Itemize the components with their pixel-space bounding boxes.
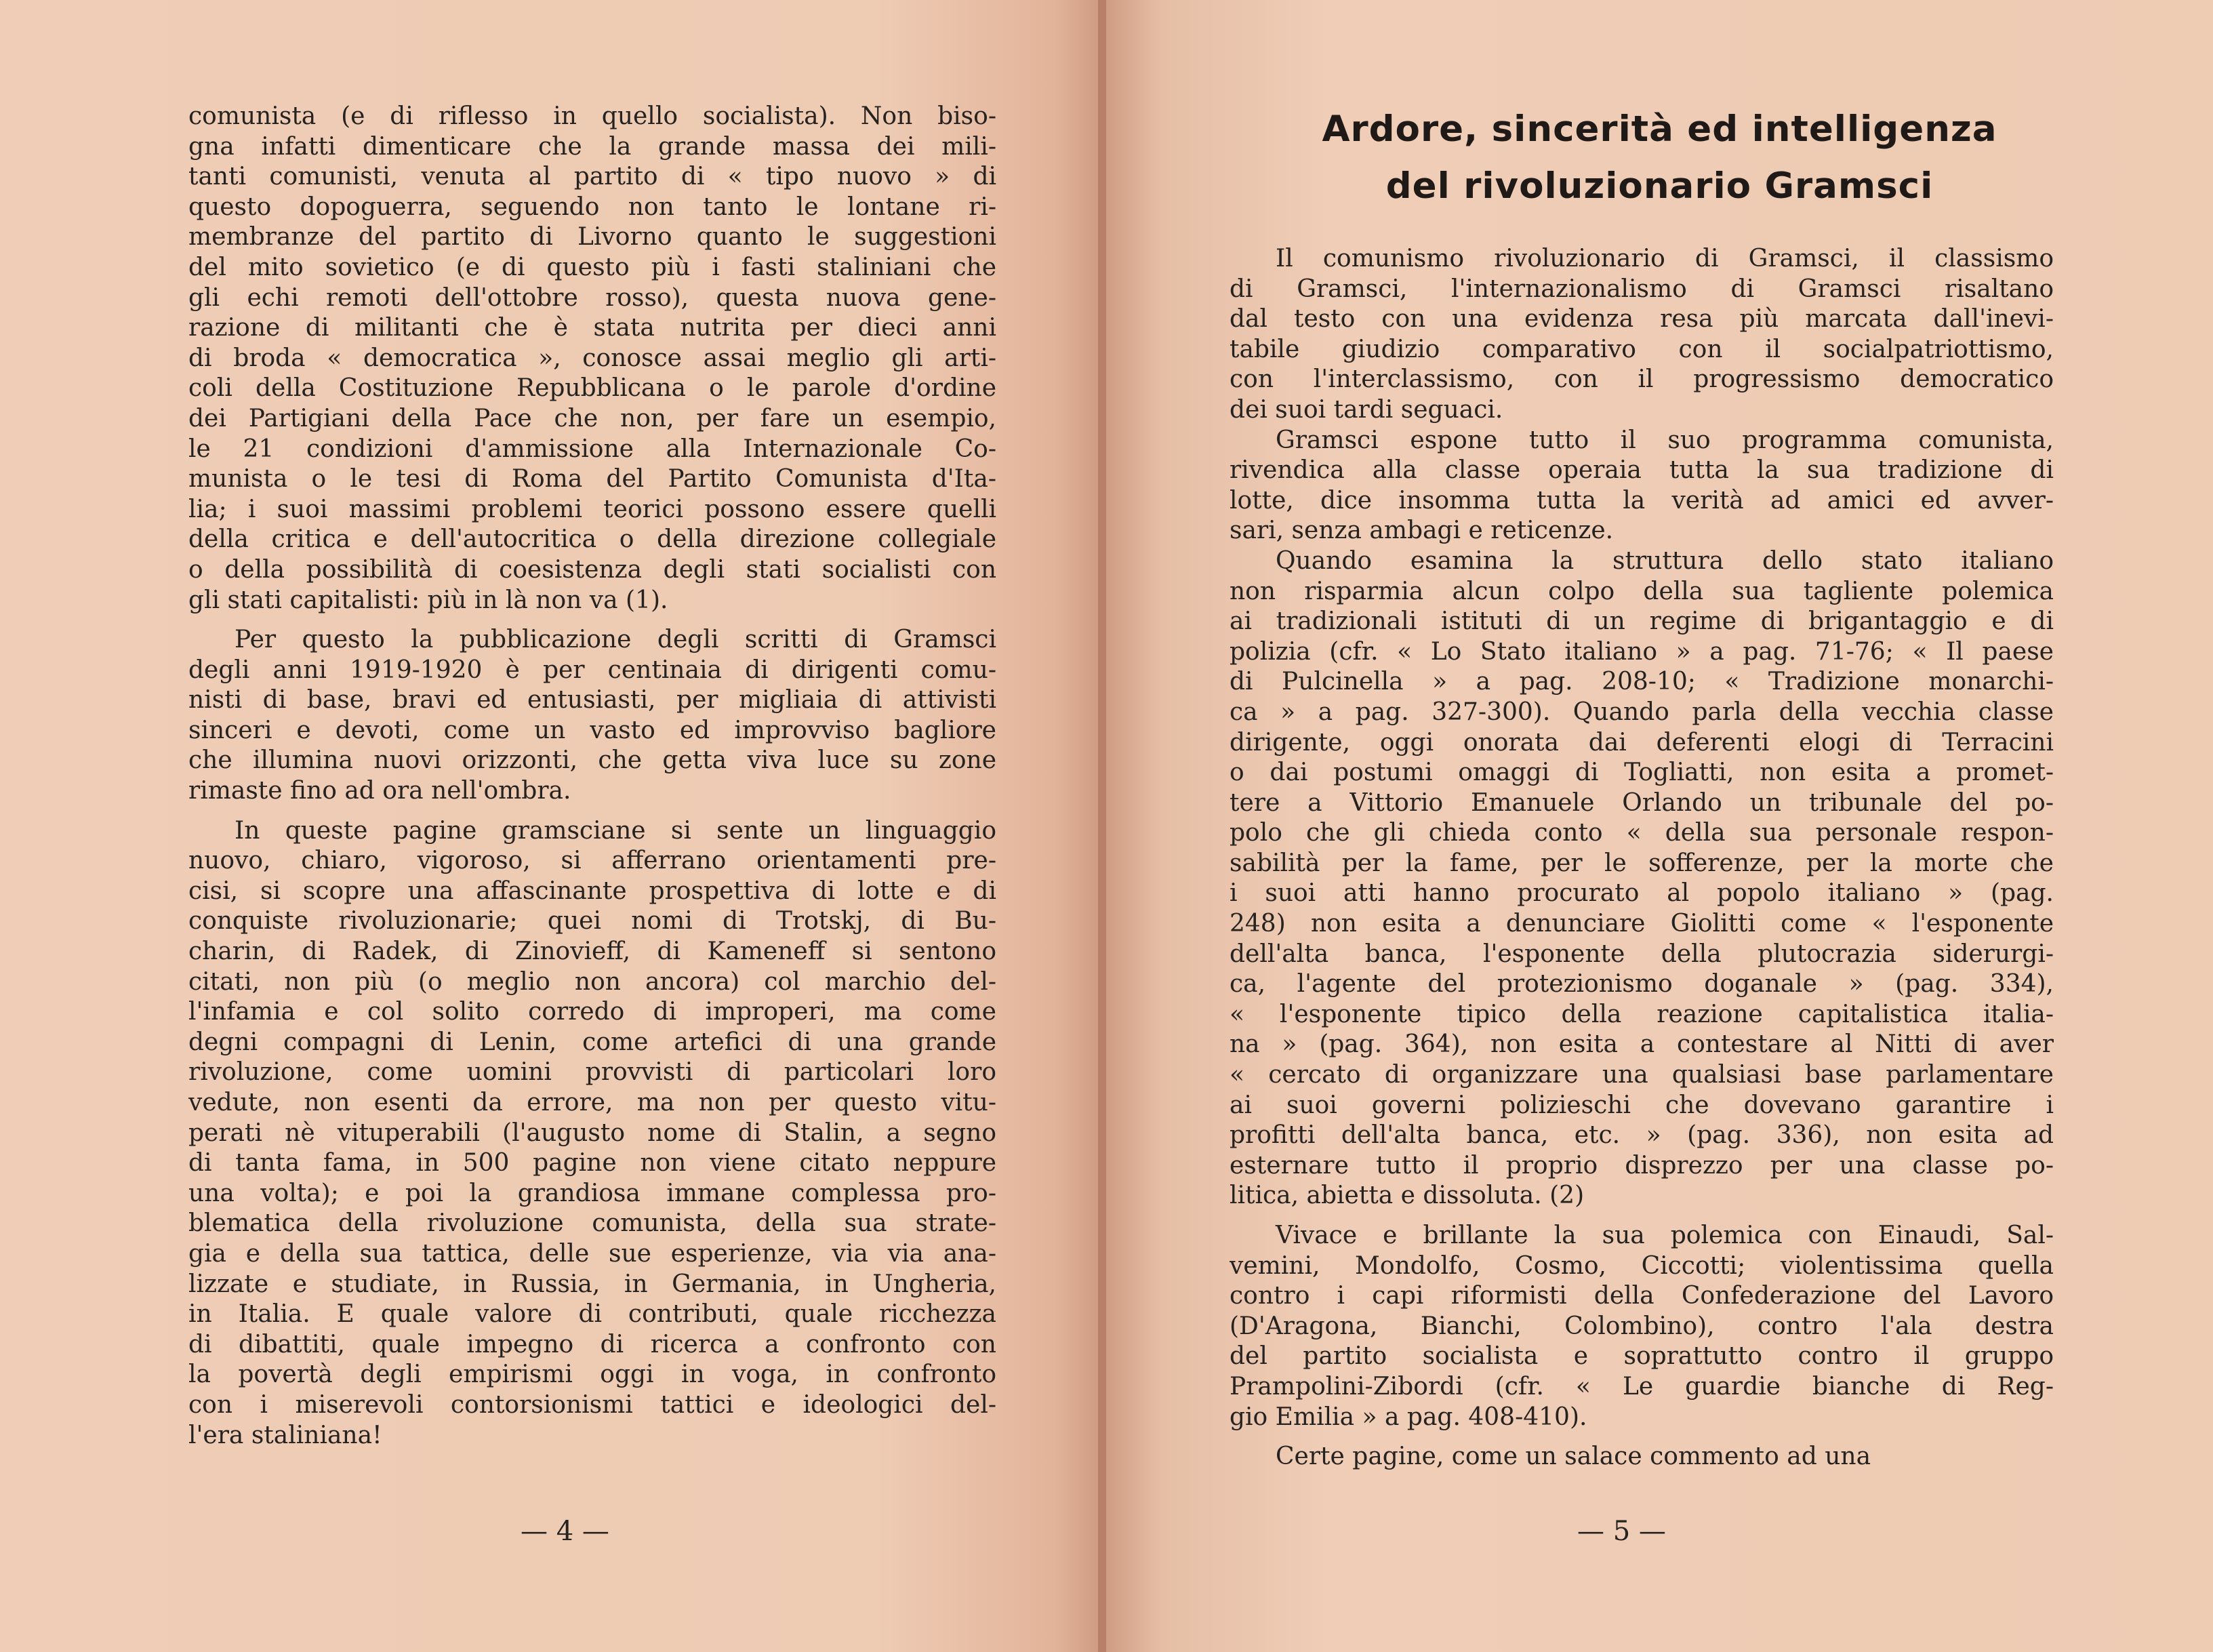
text-line: charin, di Radek, di Zinovieff, di Kameneff si sentono [188, 938, 996, 966]
text-line: cisi, si scopre una affascinante prospettiva di lotte e di [188, 877, 996, 905]
text-line: rivendica alla classe operaia tutta la sua tradizione di [1230, 456, 2054, 485]
text-line: Prampolini-Zibordi (cfr. « Le guardie bianche di Reg- [1230, 1372, 2054, 1401]
text-line: l'infamia e col solito corredo di improperi, ma come [188, 998, 996, 1026]
text-line: Vivace e brillante la sua polemica con Einaudi, Sal- [1276, 1222, 2054, 1249]
text-line: Gramsci espone tutto il suo programma comunista, [1276, 426, 2054, 454]
text-line: tabile giudizio comparativo con il socialpatriottismo, [1230, 335, 2054, 363]
page-number-right: — 5 — [1577, 1516, 1666, 1547]
text-line: blematica della rivoluzione comunista, della sua strate- [188, 1209, 996, 1238]
text-line: di Gramsci, l'internazionalismo di Gramsci risaltano [1230, 275, 2054, 303]
text-line: non risparmia alcun colpo della sua tagliente polemica [1230, 577, 2054, 605]
text-line: conquiste rivoluzionarie; quei nomi di Trotskj, di Bu- [188, 907, 996, 935]
text-line: Per questo la pubblicazione degli scritti di Gramsci [235, 626, 996, 654]
text-line: dirigente, oggi onorata dai deferenti elogi di Terracini [1230, 728, 2054, 757]
text-line: la povertà degli empirismi oggi in voga, in confronto [188, 1361, 996, 1389]
text-line: polo che gli chieda conto « della sua personale respon- [1230, 819, 2054, 847]
text-line: nuovo, chiaro, vigoroso, si afferrano orientamenti pre- [188, 847, 996, 875]
text-line: della critica e dell'autocritica o della direzione collegiale [188, 525, 996, 554]
text-line: i suoi atti hanno procurato al popolo italiano » (pag. [1230, 879, 2054, 908]
text-line: questo dopoguerra, seguendo non tanto le lontane ri- [188, 193, 996, 221]
text-line: vedute, non esenti da errore, ma non per questo vitu- [188, 1089, 996, 1116]
text-line: o dai postumi omaggi di Togliatti, non esita a promet- [1230, 759, 2054, 787]
text-line: dal testo con una evidenza resa più marcata dall'inevi- [1230, 305, 2054, 334]
text-line: l'era staliniana! [188, 1421, 382, 1449]
text-line: una volta); e poi la grandiosa immane complessa pro- [188, 1179, 996, 1207]
text-line: sinceri e devoti, come un vasto ed improvviso bagliore [188, 716, 996, 744]
text-line: polizia (cfr. « Lo Stato italiano » a pag. 71-76; « Il paese [1230, 637, 2054, 666]
text-line: dell'alta banca, l'esponente della plutocrazia siderurgi- [1230, 940, 2054, 968]
text-line: lotte, dice insomma tutta la verità ad amici ed avver- [1230, 486, 2054, 515]
text-line: membranze del partito di Livorno quanto le suggestioni [188, 223, 996, 251]
text-line: litica, abietta e dissoluta. (2) [1230, 1182, 1585, 1210]
text-line: ca, l'agente del protezionismo doganale » (pag. 334), [1230, 970, 2054, 999]
text-line: coli della Costituzione Repubblicana o le parole d'ordine [188, 374, 996, 403]
text-line: munista o le tesi di Roma del Partito Comunista d'Ita- [188, 465, 996, 493]
text-line: tere a Vittorio Emanuele Orlando un tribunale del po- [1230, 788, 2054, 817]
text-line: Il comunismo rivoluzionario di Gramsci, il classismo [1276, 245, 2054, 273]
text-line: dei Partigiani della Pace che non, per fare un esempio, [188, 404, 996, 432]
text-line: comunista (e di riflesso in quello socialista). Non biso- [188, 102, 996, 130]
text-line: 248) non esita a denunciare Giolitti come « l'esponente [1230, 910, 2054, 938]
text-line: con l'interclassismo, con il progressismo democratico [1230, 365, 2054, 394]
text-line: o della possibilità di coesistenza degli stati socialisti con [188, 555, 996, 584]
text-line: gia e della sua tattica, delle sue esperienze, via via ana- [188, 1239, 996, 1268]
text-line: con i miserevoli contorsionismi tattici e ideologici del- [188, 1390, 996, 1419]
text-line: sari, senza ambagi e reticenze. [1230, 517, 1614, 545]
text-line: In queste pagine gramsciane si sente un linguaggio [235, 816, 996, 845]
text-line: gli stati capitalisti: più in là non va (1). [188, 586, 668, 614]
text-line: (D'Aragona, Bianchi, Colombino), contro l'ala destra [1230, 1312, 2054, 1340]
page-number-left: — 4 — [521, 1516, 609, 1547]
text-line: degli anni 1919-1920 è per centinaia di dirigenti comu- [188, 656, 996, 684]
left-page [0, 0, 1098, 1652]
text-line: dei suoi tardi seguaci. [1230, 395, 1503, 424]
text-line: « l'esponente tipico della reazione capitalistica italia- [1230, 1000, 2054, 1028]
text-line: gna infatti dimenticare che la grande massa dei mili- [188, 132, 996, 161]
text-line: nisti di base, bravi ed entusiasti, per migliaia di attivisti [188, 686, 996, 714]
text-line: perati nè vituperabili (l'augusto nome di Stalin, a segno [188, 1119, 996, 1147]
text-line: razione di militanti che è stata nutrita per dieci anni [188, 314, 996, 342]
right-page [1106, 0, 2213, 1652]
text-line: ai suoi governi polizieschi che dovevano garantire i [1230, 1091, 2054, 1119]
text-line: ca » a pag. 327-300). Quando parla della vecchia classe [1230, 698, 2054, 726]
text-line: rimaste fino ad ora nell'ombra. [188, 777, 571, 805]
text-line: vemini, Mondolfo, Cosmo, Ciccotti; violentissima quella [1230, 1251, 2054, 1280]
left-page-text [188, 102, 996, 1451]
text-line: « cercato di organizzare una qualsiasi base parlamentare [1230, 1061, 2054, 1089]
text-line: gli echi remoti dell'ottobre rosso), questa nuova gene- [188, 283, 996, 312]
chapter-title-line-2: del rivoluzionario Gramsci [1385, 165, 1934, 207]
text-line: Quando esamina la struttura dello stato italiano [1276, 546, 2054, 575]
text-line: lizzate e studiate, in Russia, in Germania, in Ungheria, [188, 1270, 996, 1298]
text-line: contro i capi riformisti della Confederazione del Lavoro [1230, 1282, 2054, 1310]
text-line: gio Emilia » a pag. 408-410). [1230, 1403, 1587, 1431]
text-line: profitti dell'alta banca, etc. » (pag. 336), non esita ad [1230, 1121, 2054, 1150]
text-line: del partito socialista e soprattutto contro il gruppo [1230, 1342, 2054, 1371]
text-line: del mito sovietico (e di questo più i fasti staliniani che [188, 253, 996, 281]
text-line: di broda « democratica », conosce assai meglio gli arti- [188, 344, 996, 372]
text-line: citati, non più (o meglio non ancora) col marchio del- [188, 967, 996, 996]
text-line: Certe pagine, come un salace commento ad una [1276, 1443, 1871, 1471]
text-line: di Pulcinella » a pag. 208-10; « Tradizione monarchi- [1230, 668, 2054, 696]
text-line: ai tradizionali istituti di un regime di brigantaggio e di [1230, 607, 2054, 636]
text-line: che illumina nuovi orizzonti, che getta viva luce su zone [188, 746, 996, 775]
text-line: di dibattiti, quale impegno di ricerca a confronto con [188, 1330, 996, 1358]
text-line: lia; i suoi massimi problemi teorici possono essere quelli [188, 495, 996, 523]
text-line: rivoluzione, come uomini provvisti di particolari loro [188, 1058, 996, 1087]
text-line: di tanta fama, in 500 pagine non viene citato neppure [188, 1149, 996, 1177]
book-gutter [1098, 0, 1106, 1652]
chapter-title-line-1: Ardore, sincerità ed intelligenza [1322, 108, 1997, 150]
right-page-text [1230, 244, 2054, 1472]
text-line: esternare tutto il proprio disprezzo per una classe po- [1230, 1151, 2054, 1180]
text-line: sabilità per la fame, per le sofferenze, per la morte che [1230, 849, 2054, 877]
text-line: na » (pag. 364), non esita a contestare al Nitti di aver [1230, 1030, 2054, 1059]
text-line: le 21 condizioni d'ammissione alla Internazionale Co- [188, 435, 996, 463]
text-line: in Italia. E quale valore di contributi, quale ricchezza [188, 1300, 996, 1329]
text-line: tanti comunisti, venuta al partito di « tipo nuovo » di [188, 163, 996, 191]
text-line: degni compagni di Lenin, come artefici di una grande [188, 1028, 996, 1056]
